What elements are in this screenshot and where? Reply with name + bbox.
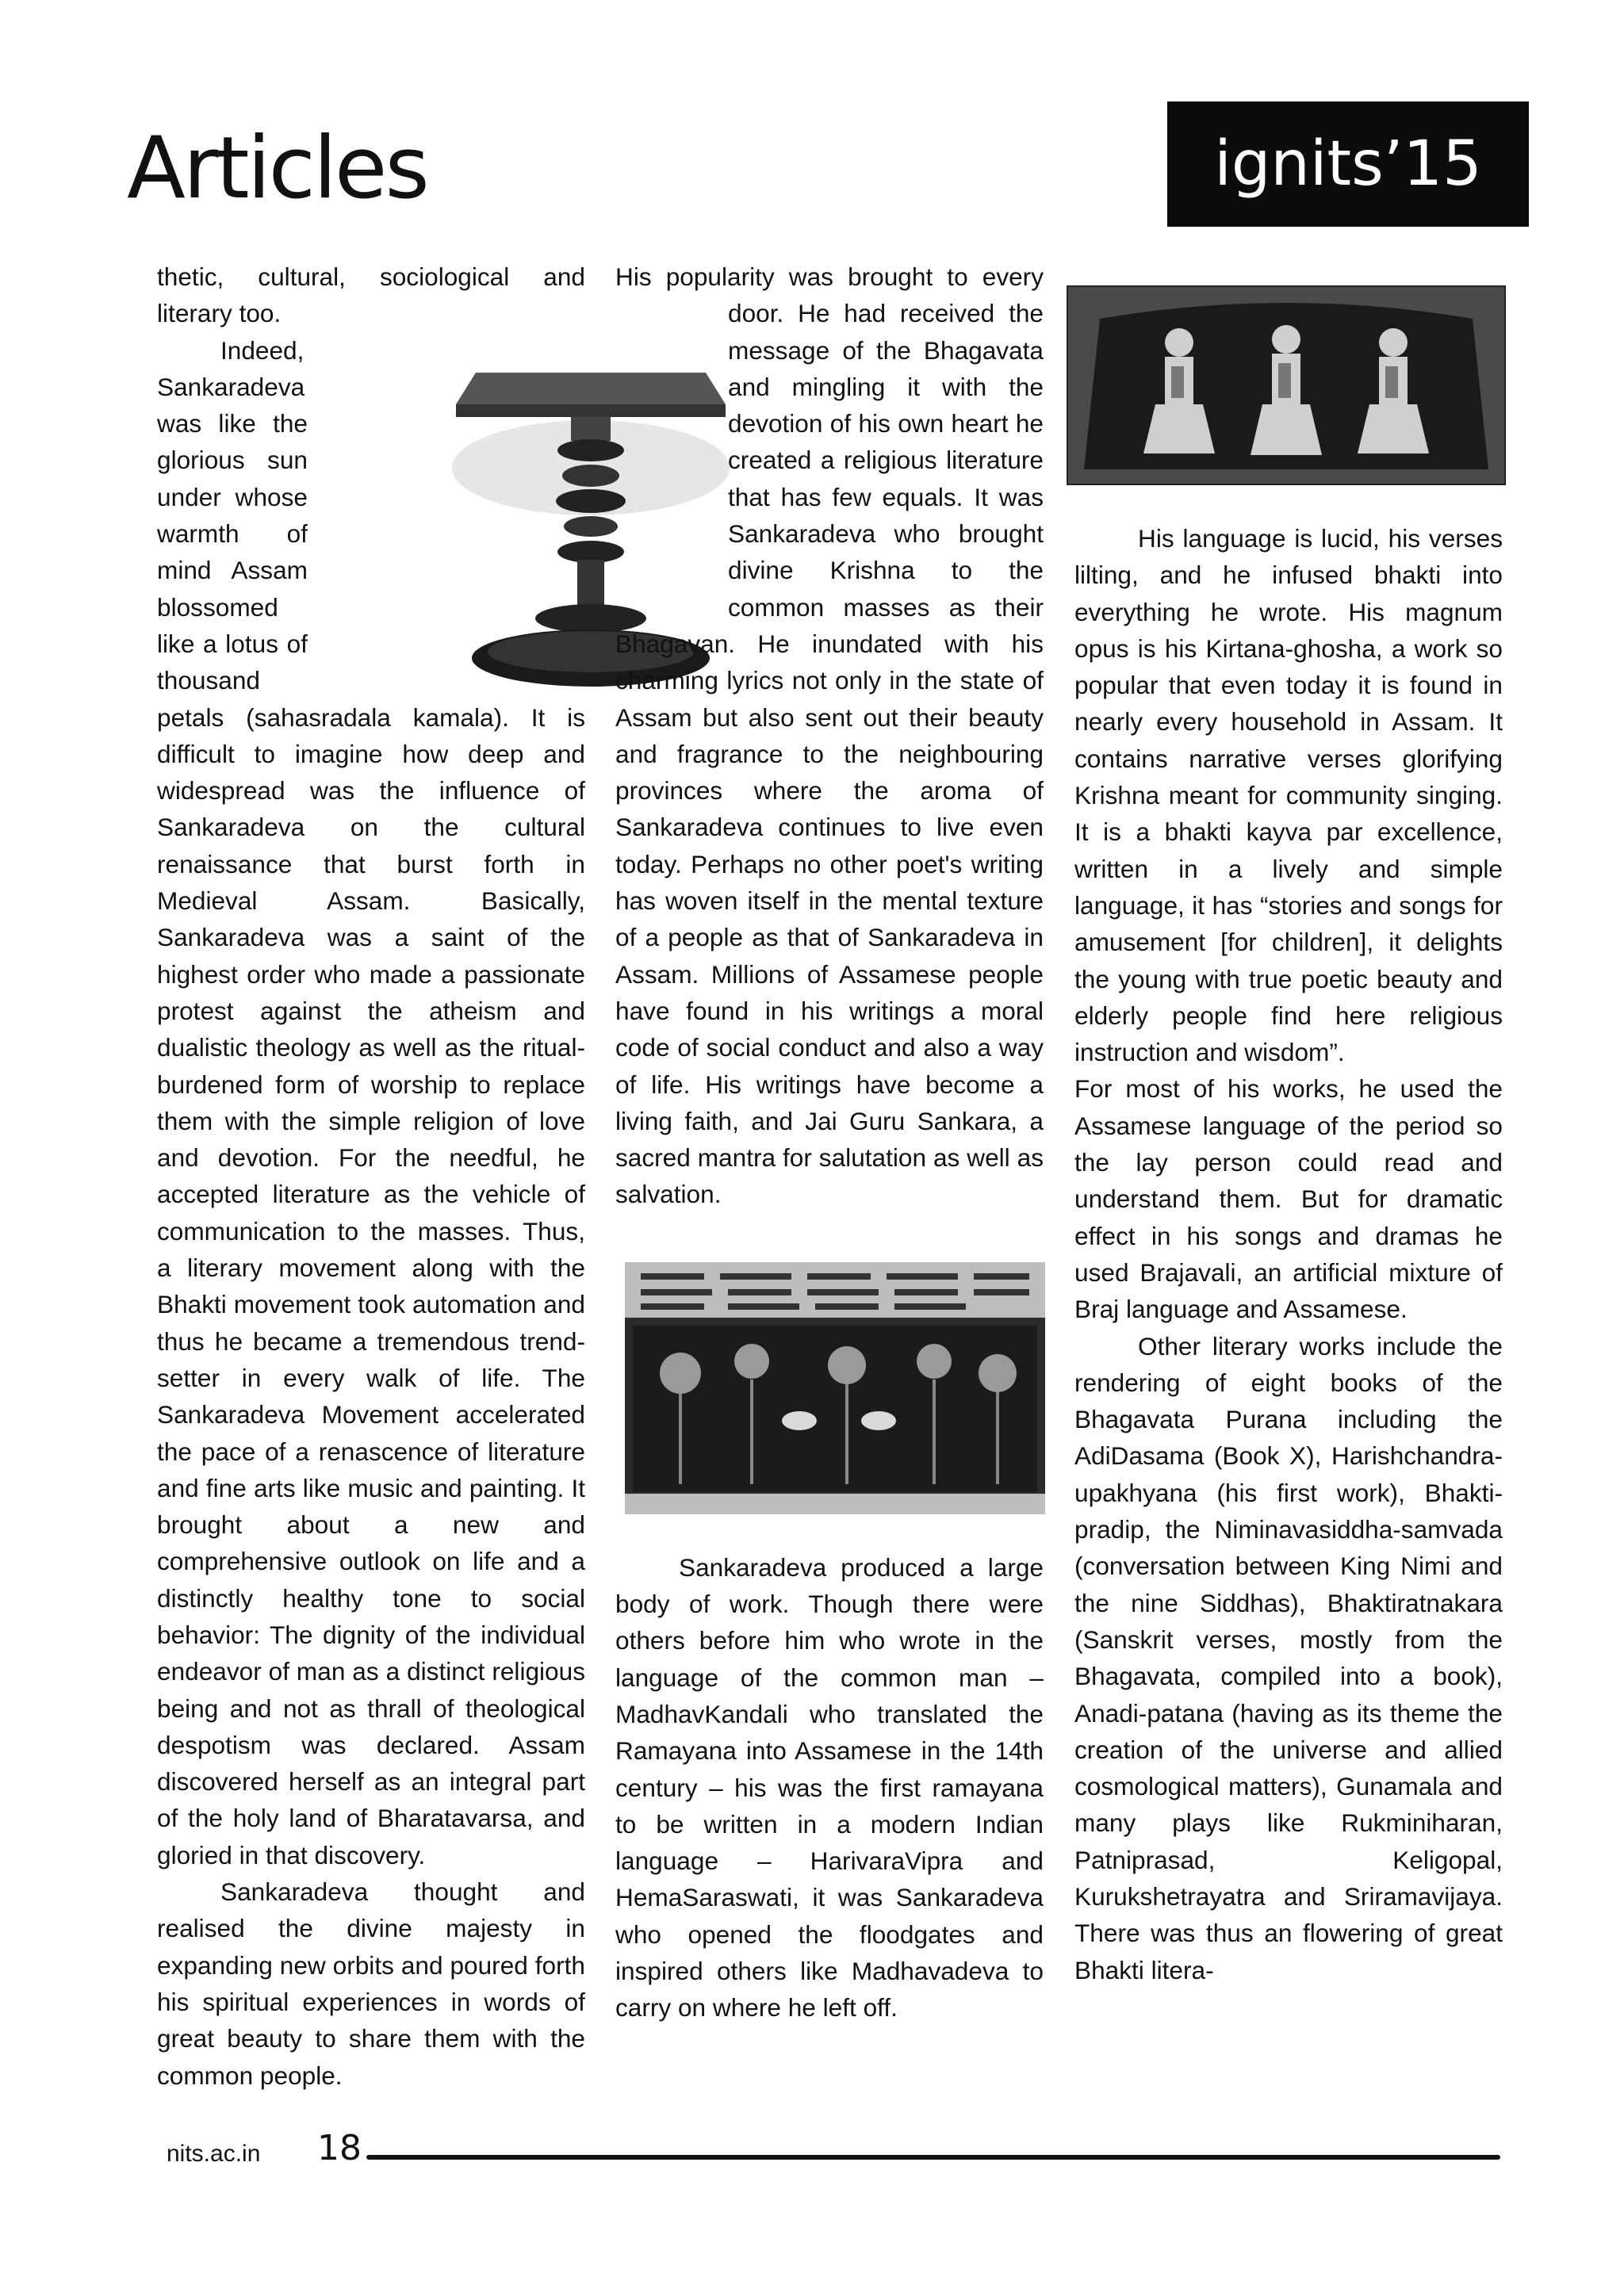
col3-para-1: His language is lucid, his verses lilting, and he infused bhakti into everything he wrote. His magnum opus is his Kirtana-ghosha, a work so popular that even today it is found in nearly every household in Assam. It contains narrative verses glorifying Krishna meant for community singing. It is a bhakti kayva par excellence, written in a lively and simple language, it has “stories and songs for amusement [for children], it delights the young with true poetic beauty and elderly people find here religious instruction and wisdom”.: [1074, 524, 1503, 1067]
col1-para-3: Sankaradeva thought and realised the divine majesty in expanding new orbits and poured forth his spiritual experiences in words of great beauty to share them with the common people.: [157, 1877, 585, 2090]
dancers-icon: [1068, 287, 1504, 484]
footer-site: nits.ac.in: [167, 2141, 261, 2167]
col3-para-2: For most of his works, he used the Assamese language of the period so the lay person could read and understand them. But for dramatic effect in his songs and dramas he used Brajavali, an artificial mixture of Braj language and Assamese.: [1074, 1074, 1503, 1324]
col1-para-1: thetic, cultural, sociological and literary too.: [157, 262, 585, 328]
footer-rule: [366, 2155, 1500, 2160]
brand-text: ignits’15: [1214, 128, 1482, 200]
col3-para-3: Other literary works include the rendering of eight books of the Bhagavata Purana including the AdiDasama (Book X), Harishchandra-upakhyana (his first work), Bhakti-pradip, the Niminavasiddha-samvada (conversation between King Nimi and the nine Siddhas), Bhaktiratnakara (Sanskrit verses, mostly from the Bhagavata, compiled into a book), Anadi-patana (having as its theme the creation of the universe and allied cosmological matters), Gunamala and many plays like Rukminiharan, Patniprasad, Keligopal, Kurukshetrayatra and Sriramavijaya. There was thus an flowering of great Bhakti litera-: [1074, 1331, 1503, 1984]
page-number: 18: [317, 2128, 362, 2168]
col2-para-1: His popularity was brought to every door. He had received the message of the Bhagavata and mingling it with the devotion of his own heart he created a religious literature that has few equals. It was Sankaradeva who brought divine Krishna to the common masses as their Bhagavan. He inundated with his charming lyrics not only in the state of Assam but also sent out their beauty and fragrance to the neighbouring provinces where the aroma of Sankaradeva continues to live even today. Perhaps no other poet's writing has woven itself in the mental texture of a people as that of Sankaradeva in Assam. Millions of Assamese people have found in his writings a moral code of social conduct and also a way of life. His writings have become a living faith, and Jai Guru Sankara, a sacred mantra for salutation as well as salvation.: [615, 262, 1044, 1209]
column-2: [615, 258, 1044, 2026]
lotus-painting-icon: [625, 1262, 1045, 1514]
dancers-painting-image: [1067, 285, 1506, 485]
lotus-manuscript-image: [625, 1262, 1045, 1514]
col1-para-2: Indeed, Sankaradeva was like the glorious sun under whose warmth of mind Assam blossomed like a lotus of thousand petals (sahasradala kamala). It is difficult to imagine how deep and widespread was the influence of Sankaradeva on the cultural renaissance that burst forth in Medieval Assam. Basically, Sankaradeva was a saint of the highest order who made a passionate protest against the atheism and dualistic theology as well as the ritual-burdened form of worship to replace them with the simple religion of love and devotion. For the needful, he accepted literature as the vehicle of communication to the masses. Thus, a literary movement along with the Bhakti movement took automation and thus he became a tremendous trend-setter in every walk of life. The Sankaradeva Movement accelerated the pace of a renascence of literature and fine arts like music and painting. It brought about a new and comprehensive outlook on life and a distinctly healthy tone to social behavior: The dignity of the individual endeavor of man as a distinct religious being and not as thrall of theological despotism was declared. Assam discovered herself as an integral part of the holy land of Bharatavarsa, and gloried in that discovery.: [157, 335, 585, 1869]
section-title: Articles: [127, 119, 427, 218]
col2-para-2: Sankaradeva produced a large body of work. Though there were others before him who wrote in the language of the common man – MadhavKandali who translated the Ramayana into Assamese in the 14th century – his was the first ramayana to be written in a modern Indian language – HarivaraVipra and HemaSaraswati, it was Sankaradeva who opened the floodgates and inspired others like Madhavadeva to carry on where he left off.: [615, 1552, 1044, 2022]
brand-box: [1167, 101, 1529, 227]
column-3: [1074, 258, 1503, 1988]
